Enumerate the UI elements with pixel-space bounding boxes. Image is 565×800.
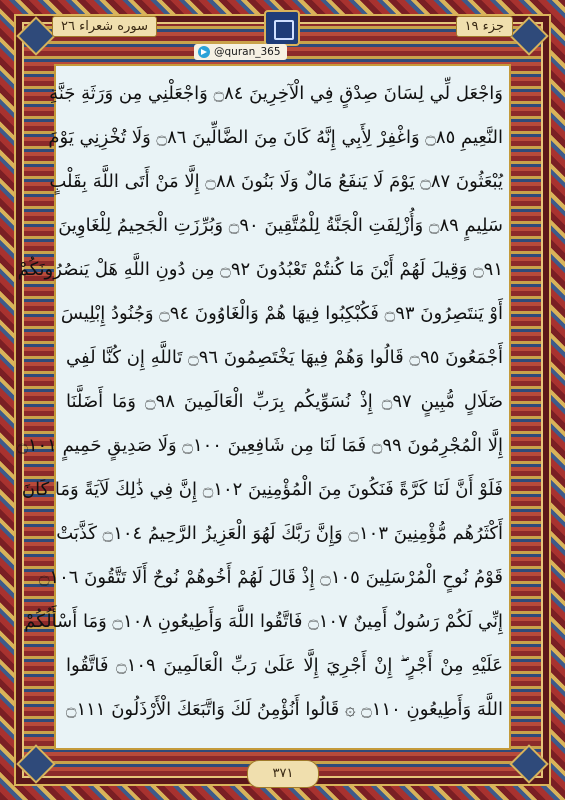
verse-line: ضَلَالٍ مُّبِينٍ ۝٩٧ إِذْ نُسَوِّيكُم بِرَبِّ الْعَالَمِينَ ۝٩٨ وَمَا أَضَلَّنَا <box>66 391 503 412</box>
verse-line: أَجْمَعُونَ ۝٩٥ قَالُوا وَهُمْ فِيهَا يَخْتَصِمُونَ ۝٩٦ تَاللَّهِ إِن كُنَّا لَفِي <box>66 347 503 368</box>
page-number: ٣٧١ <box>247 760 319 788</box>
channel-handle-badge[interactable] <box>194 44 287 60</box>
verse-line: إِنِّي لَكُمْ رَسُولٌ أَمِينٌ ۝١٠٧ فَاتَّقُوا اللَّهَ وَأَطِيعُونِ ۝١٠٨ وَمَا أَسْأَلُكُمْ <box>24 611 503 632</box>
channel-logo-icon <box>264 10 300 46</box>
verse-line: سَلِيمٍ ۝٨٩ وَأُزْلِفَتِ الْجَنَّةُ لِلْمُتَّقِينَ ۝٩٠ وَبُرِّزَتِ الْجَحِيمُ لِلْغَاوِينَ <box>58 215 503 236</box>
verse-line: أَكْثَرُهُم مُّؤْمِنِينَ ۝١٠٣ وَإِنَّ رَبَّكَ لَهُوَ الْعَزِيزُ الرَّحِيمُ ۝١٠٤ كَذَّبَتْ <box>56 523 503 544</box>
verse-line: عَلَيْهِ مِنْ أَجْرٍ ۖ إِنْ أَجْرِيَ إِلَّا عَلَىٰ رَبِّ الْعَالَمِينَ ۝١٠٩ فَاتَّقُوا <box>66 655 503 676</box>
quran-text-panel <box>17 64 511 750</box>
surah-label: سوره شعراء ٢٦ <box>52 16 157 37</box>
verse-line: فَلَوْ أَنَّ لَنَا كَرَّةً فَنَكُونَ مِنَ الْمُؤْمِنِينَ ۝١٠٢ إِنَّ فِي ذَٰلِكَ لَآيَةً وَمَا كَانَ <box>21 479 503 500</box>
telegram-icon <box>198 46 210 58</box>
verse-line: وَاجْعَل لِّي لِسَانَ صِدْقٍ فِي الْآخِرِينَ ۝٨٤ وَاجْعَلْنِي مِن وَرَثَةِ جَنَّةِ <box>49 83 503 104</box>
verse-line: يُبْعَثُونَ ۝٨٧ يَوْمَ لَا يَنفَعُ مَالٌ وَلَا بَنُونَ ۝٨٨ إِلَّا مَنْ أَتَى اللَّهَ بِقَلْبٍ <box>49 171 503 192</box>
verse-line: اللَّهَ وَأَطِيعُونِ ۝١١٠ ۞ قَالُوا أَنُؤْمِنُ لَكَ وَاتَّبَعَكَ الْأَرْذَلُونَ ۝١١١ <box>65 699 503 720</box>
juz-label: جزء ١٩ <box>456 16 513 37</box>
verse-line: قَوْمُ نُوحٍ الْمُرْسَلِينَ ۝١٠٥ إِذْ قَالَ لَهُمْ أَخُوهُمْ نُوحٌ أَلَا تَتَّقُونَ ۝١٠٦ <box>38 567 503 588</box>
page-header <box>52 10 513 44</box>
verse-line: ۝٩١ وَقِيلَ لَهُمْ أَيْنَ مَا كُنتُمْ تَعْبُدُونَ ۝٩٢ مِن دُونِ اللَّهِ هَلْ يَنصُرُونَكُمْ <box>17 259 503 280</box>
verse-line: أَوْ يَنتَصِرُونَ ۝٩٣ فَكُبْكِبُوا فِيهَا هُمْ وَالْغَاوُونَ ۝٩٤ وَجُنُودُ إِبْلِيسَ <box>60 303 503 324</box>
channel-handle-text: @quran_365 <box>214 46 281 58</box>
verse-line: النَّعِيمِ ۝٨٥ وَاغْفِرْ لِأَبِي إِنَّهُ كَانَ مِنَ الضَّالِّينَ ۝٨٦ وَلَا تُخْزِنِي يَوْمَ <box>48 127 503 148</box>
verse-line: إِلَّا الْمُجْرِمُونَ ۝٩٩ فَمَا لَنَا مِن شَافِعِينَ ۝١٠٠ وَلَا صَدِيقٍ حَمِيمٍ ۝١٠١ <box>17 435 503 456</box>
